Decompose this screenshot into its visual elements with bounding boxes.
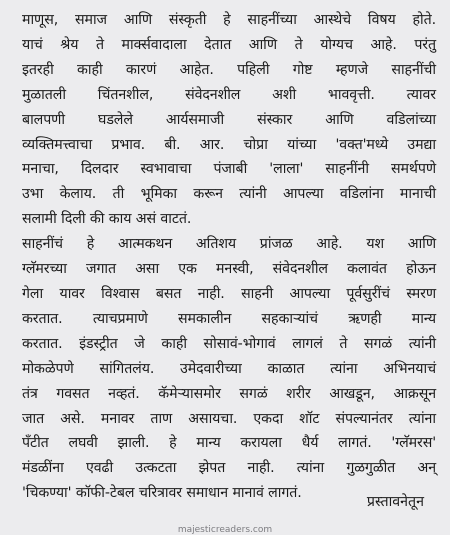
text-line: पँटीत लघवी झाली. हे मान्य करायला धैर्य लागतं. 'ग्लॅमरस' <box>22 435 436 452</box>
watermark: majesticreaders.com <box>177 525 273 535</box>
text-line: गेला यावर विश्वास बसत नाही. साहनी आपल्या पूर्वसुरींचं स्मरण <box>22 285 436 302</box>
body-text <box>22 8 436 506</box>
text-line: इतरही काही कारणं आहेत. पहिली गोष्ट म्हणजे साहनींची <box>22 61 436 78</box>
text-line: सलामी दिली की काय असं वाटतं. <box>22 211 192 228</box>
source-attribution: प्रस्तावनेतून <box>366 494 424 510</box>
text-line: 'चिकण्या' कॉफी-टेबल चरित्रावर समाधान मानावं लागतं. <box>22 485 302 502</box>
text-line: तंत्र गवसत नव्हतं. कॅमेऱ्यासमोर सगळं शरीर आखडून, आक्रसून <box>22 385 436 402</box>
text-line: याचं श्रेय ते मार्क्सवादाला देतात आणि ते योग्यच आहे. परंतु <box>22 36 436 53</box>
text-line: ग्लॅमरच्या जगात असा एक मनस्वी, संवेदनशील कलावंत होऊन <box>22 261 436 278</box>
text-line: साहनींचं हे आत्मकथन अतिशय प्रांजळ आहे. यश आणि <box>22 236 436 253</box>
text-line: मोकळेपणे सांगितलंय. उमेदवारीच्या काळात त्यांना अभिनयाचं <box>22 360 436 377</box>
paragraph-1 <box>22 8 436 232</box>
text-line: करतात. इंडस्ट्रीत जे काही सोसावं-भोगावं लागलं ते सगळं त्यांनी <box>22 335 436 352</box>
text-line: मुळातली चिंतनशील, संवेदनशील अशी भाववृत्ती. त्यावर <box>22 86 436 103</box>
text-line: व्यक्तिमत्त्वाचा प्रभाव. बी. आर. चोप्रा यांच्या 'वक्त'मध्ये उमद्या <box>22 136 436 153</box>
text-line: मंडळींना एवढी उत्कटता झेपत नाही. त्यांना गुळगुळीत अन् <box>22 460 436 477</box>
text-line: उभा केलाय. ती भूमिका करून त्यांनी आपल्या वडिलांना मानाची <box>22 186 436 203</box>
text-line: करतात. त्याचप्रमाणे समकालीन सहकाऱ्यांचं ऋणही मान्य <box>22 310 436 327</box>
text-line: माणूस, समाज आणि संस्कृती हे साहनींच्या आस्थेचे विषय होते. <box>22 12 436 28</box>
text-line: जात असे. मनावर ताण असायचा. एकदा शॉट संपल्यानंतर त्यांना <box>22 410 436 427</box>
text-line: मनाचा, दिलदार स्वभावाचा पंजाबी 'लाला' साहनींनी समर्थपणे <box>22 161 436 178</box>
paragraph-2 <box>22 232 436 506</box>
text-line: बालपणी घडलेले आर्यसमाजी संस्कार आणि वडिलांच्या <box>22 111 436 128</box>
